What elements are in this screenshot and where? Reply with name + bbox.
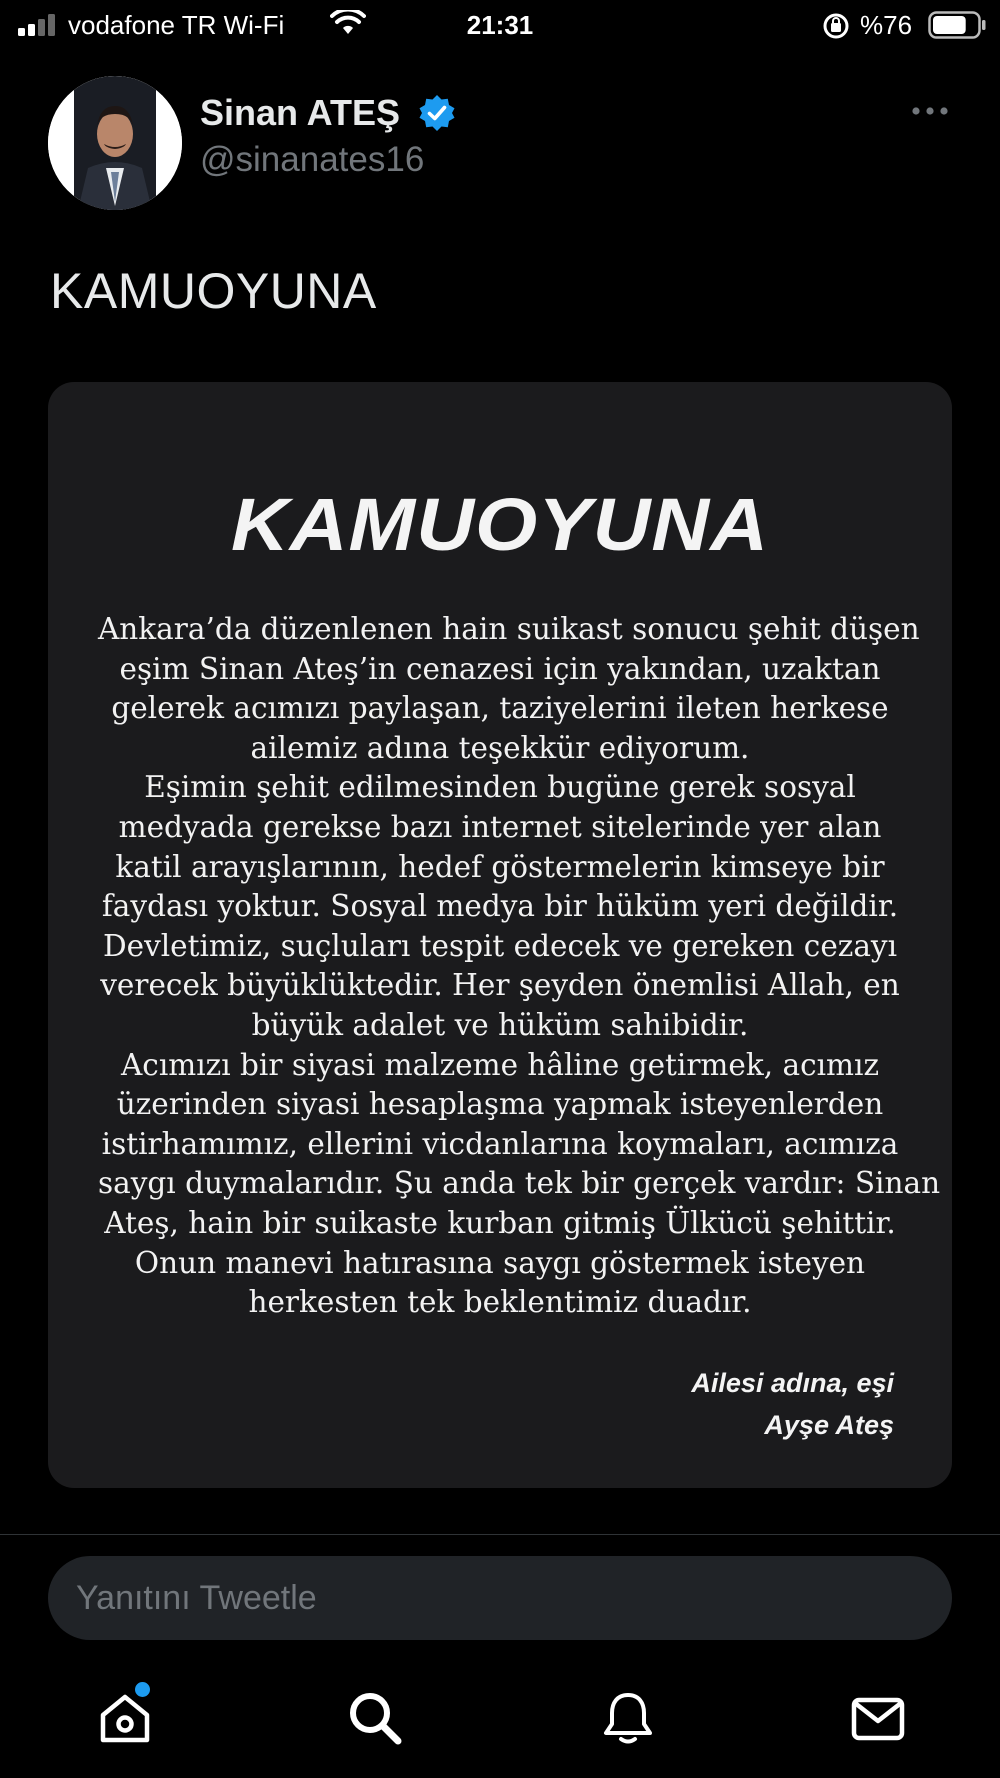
statement-line: büyük adalet ve hüküm sahibidir. xyxy=(251,1007,749,1042)
tweet-media-image[interactable] xyxy=(48,382,952,1488)
statement-line: saygı duymalarıdır. Şu anda tek bir gerçek vardır: Sinan xyxy=(98,1166,941,1201)
author-name[interactable]: Sinan ATEŞ xyxy=(200,92,401,133)
status-bar xyxy=(0,0,1000,52)
nav-search-button[interactable] xyxy=(345,1688,405,1748)
statement-line: Acımızı bir siyasi malzeme hâline getirmek, acımız xyxy=(121,1047,879,1082)
nav-notifications-button[interactable] xyxy=(598,1688,658,1748)
avatar[interactable] xyxy=(48,76,182,210)
statement-line: üzerinden siyasi hesaplaşma yapmak isteyenlerden xyxy=(116,1087,884,1122)
statement-line: eşim Sinan Ateş’in cenazesi için yakından, uzaktan xyxy=(119,651,881,686)
bell-icon xyxy=(598,1688,658,1748)
home-notification-dot xyxy=(135,1682,150,1697)
battery-fill xyxy=(933,16,966,34)
nav-home-button[interactable] xyxy=(95,1688,155,1748)
search-icon xyxy=(345,1688,405,1748)
media-statement xyxy=(98,610,941,1323)
statement-line: faydası yoktur. Sosyal medya bir hüküm yeri değildir. xyxy=(101,889,899,924)
statement-line: ailemiz adına teşekkür ediyorum. xyxy=(250,730,750,765)
nav-messages-button[interactable] xyxy=(848,1688,908,1748)
signature-line-2: Ayşe Ateş xyxy=(764,1410,894,1440)
statement-line: gelerek acımızı paylaşan, taziyelerini ileten herkese xyxy=(111,691,889,726)
statement-line: istirhamımız, ellerini vicdanlarına koymaları, acımıza xyxy=(101,1126,899,1161)
tweet-text: KAMUOYUNA xyxy=(50,263,377,319)
statement-line: medyada gerekse bazı internet sitelerinde yer alan xyxy=(118,809,882,844)
statement-line: verecek büyüklüktedir. Her şeyden önemlisi Allah, en xyxy=(100,968,900,1003)
bottom-navigation xyxy=(0,1680,1000,1778)
battery-icon xyxy=(928,11,986,39)
statement-line: Ateş, hain bir suikaste kurban gitmiş Ülkücü şehittir. xyxy=(104,1205,896,1240)
more-options-icon[interactable] xyxy=(910,104,950,118)
media-signature xyxy=(691,1362,894,1446)
signature-line-1: Ailesi adına, eşi xyxy=(691,1368,894,1398)
avatar-photo xyxy=(48,76,182,210)
author-handle[interactable]: @sinanates16 xyxy=(200,140,425,179)
reply-input[interactable] xyxy=(76,1556,926,1640)
media-title: KAMUOYUNA xyxy=(230,483,770,566)
statement-line: Ankara’da düzenlenen hain suikast sonucu şehit düşen xyxy=(98,612,920,646)
reply-box[interactable] xyxy=(48,1556,952,1640)
clock: 21:31 xyxy=(466,10,534,40)
tweet-author xyxy=(48,76,952,206)
carrier-label: vodafone TR Wi-Fi xyxy=(68,10,285,40)
envelope-icon xyxy=(848,1688,908,1748)
divider xyxy=(0,1534,1000,1535)
verified-badge-icon xyxy=(418,94,456,132)
statement-line: Onun manevi hatırasına saygı göstermek isteyen xyxy=(134,1245,866,1280)
battery-percent: %76 xyxy=(860,10,913,40)
rotation-lock-icon xyxy=(822,12,850,40)
statement-line: Eşimin şehit edilmesinden bugüne gerek sosyal xyxy=(144,770,856,805)
statement-line: herkesten tek beklentimiz duadır. xyxy=(248,1285,752,1320)
statement-line: Devletimiz, suçluları tespit edecek ve gereken cezayı xyxy=(102,928,898,963)
statement-line: katil arayışlarının, hedef göstermelerin kimseye bir xyxy=(115,849,885,884)
home-icon xyxy=(95,1688,155,1748)
